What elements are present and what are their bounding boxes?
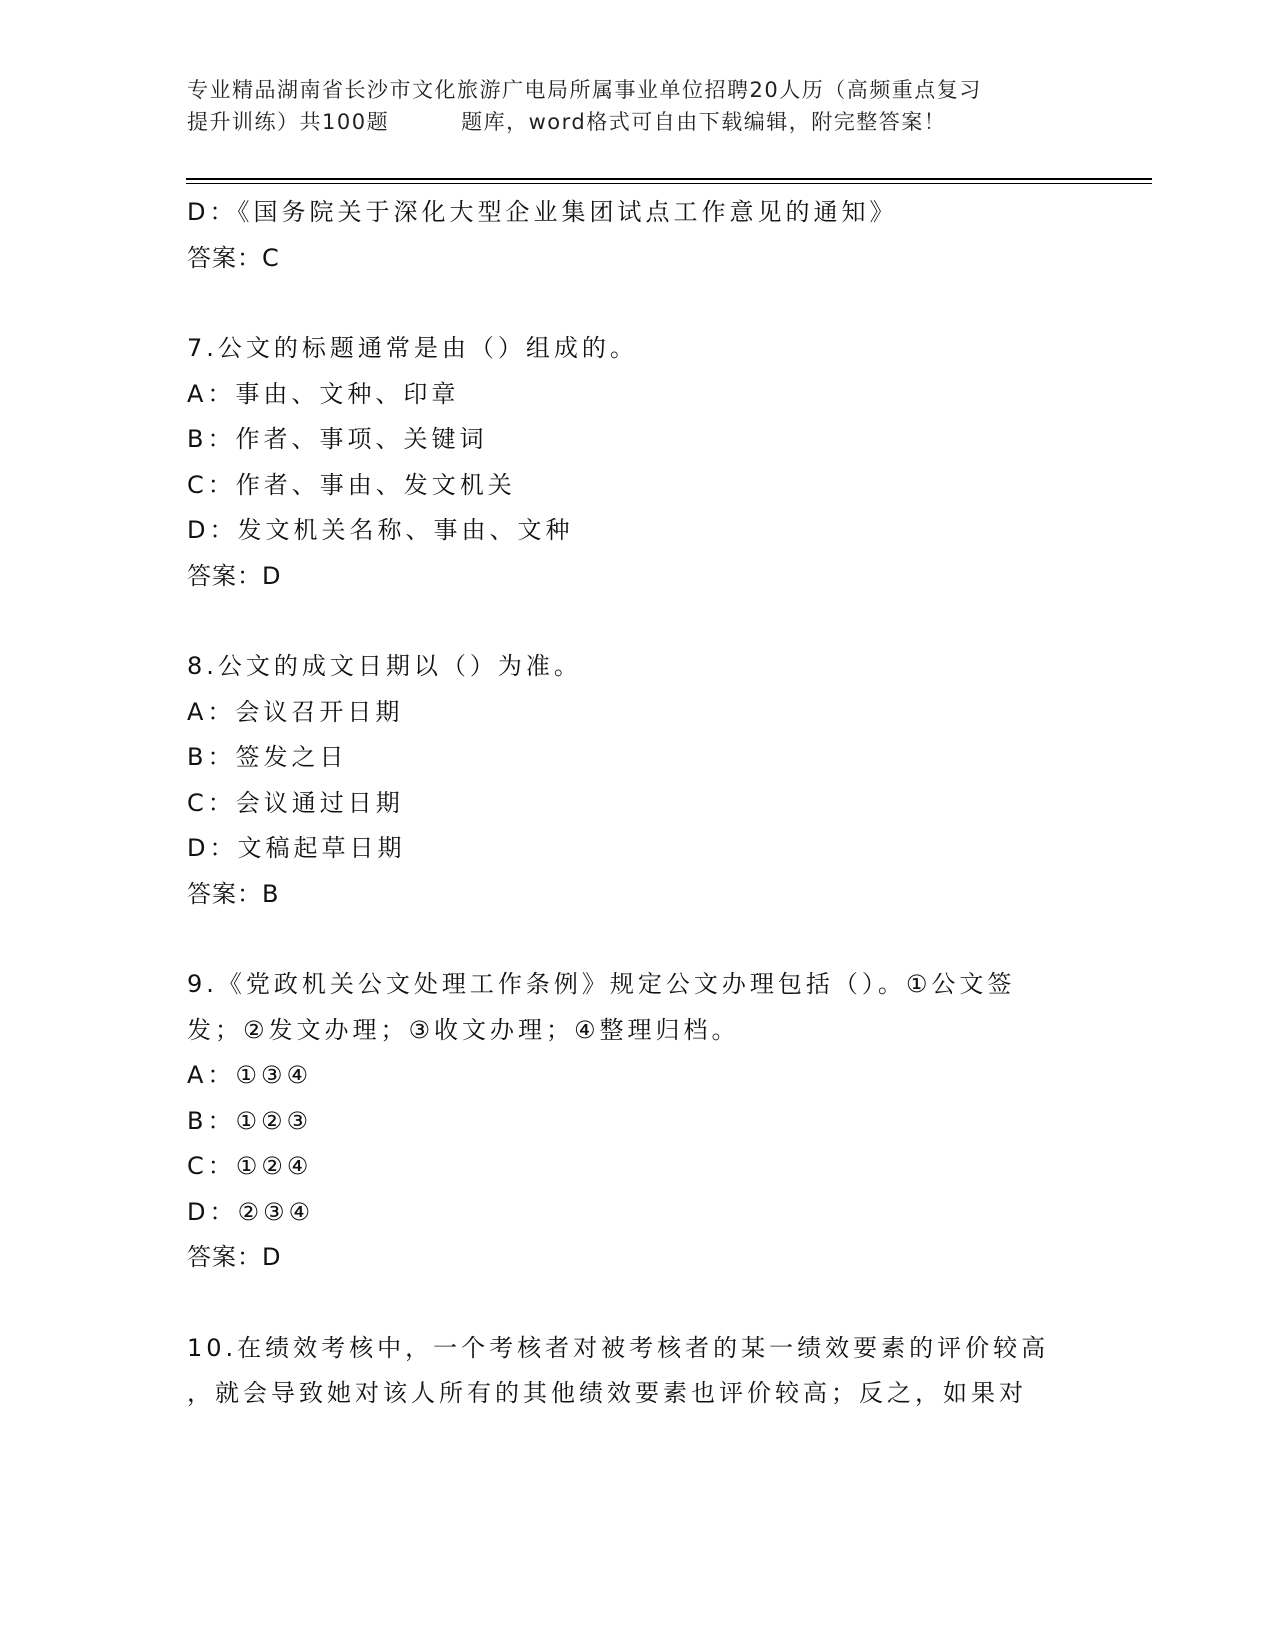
header-line-2-part-a: 提升训练）共100题 <box>187 110 390 134</box>
q6-option-d: D：《国务院关于深化大型企业集团试点工作意见的通知》 <box>187 198 898 226</box>
q10-stem-line-1: 10.在绩效考核中，一个考核者对被考核者的某一绩效要素的评价较高 <box>187 1333 1050 1362</box>
q8-option-a: A：会议召开日期 <box>187 697 404 726</box>
q10-stem-line-2: ，就会导致她对该人所有的其他绩效要素也评价较高；反之，如果对 <box>187 1379 1027 1407</box>
q7-stem: 7.公文的标题通常是由（）组成的。 <box>187 334 638 362</box>
question-6-tail <box>187 190 1087 281</box>
header-rule-thin <box>186 183 1152 184</box>
q9-option-b: B：①②③ <box>187 1106 313 1135</box>
header-line-2 <box>187 106 1087 138</box>
q7-option-b: B：作者、事项、关键词 <box>187 425 488 453</box>
q9-stem-line-2: 发；②发文办理；③收文办理；④整理归档。 <box>187 1015 740 1044</box>
q8-option-c: C：会议通过日期 <box>187 788 404 817</box>
question-10 <box>187 1326 1087 1417</box>
q7-answer: 答案：D <box>187 561 282 590</box>
question-content <box>187 190 1087 1417</box>
q9-option-a: A：①③④ <box>187 1061 312 1089</box>
q8-stem: 8.公文的成文日期以（）为准。 <box>187 652 582 680</box>
q9-option-d: D：②③④ <box>187 1197 315 1226</box>
question-9 <box>187 962 1087 1281</box>
q6-answer: 答案：C <box>187 243 280 272</box>
q9-option-c: C：①②④ <box>187 1152 313 1180</box>
question-8 <box>187 644 1087 917</box>
header-line-1: 专业精品湖南省长沙市文化旅游广电局所属事业单位招聘20人历（高频重点复习 <box>187 78 982 102</box>
q8-option-b: B：签发之日 <box>187 743 348 771</box>
q8-option-d: D：文稿起草日期 <box>187 834 406 862</box>
q9-stem-line-1: 9.《党政机关公文处理工作条例》规定公文办理包括（）。①公文签 <box>187 970 1016 998</box>
q7-option-a: A：事由、文种、印章 <box>187 379 460 408</box>
header-rule-thick <box>186 178 1152 180</box>
q8-answer: 答案：B <box>187 879 280 908</box>
header-line-2-part-b: 题库，word格式可自由下载编辑，附完整答案！ <box>461 110 947 134</box>
page-header <box>187 74 1087 138</box>
q7-option-d: D：发文机关名称、事由、文种 <box>187 516 574 544</box>
q9-answer: 答案：D <box>187 1243 282 1271</box>
question-7 <box>187 326 1087 599</box>
q7-option-c: C：作者、事由、发文机关 <box>187 470 516 499</box>
